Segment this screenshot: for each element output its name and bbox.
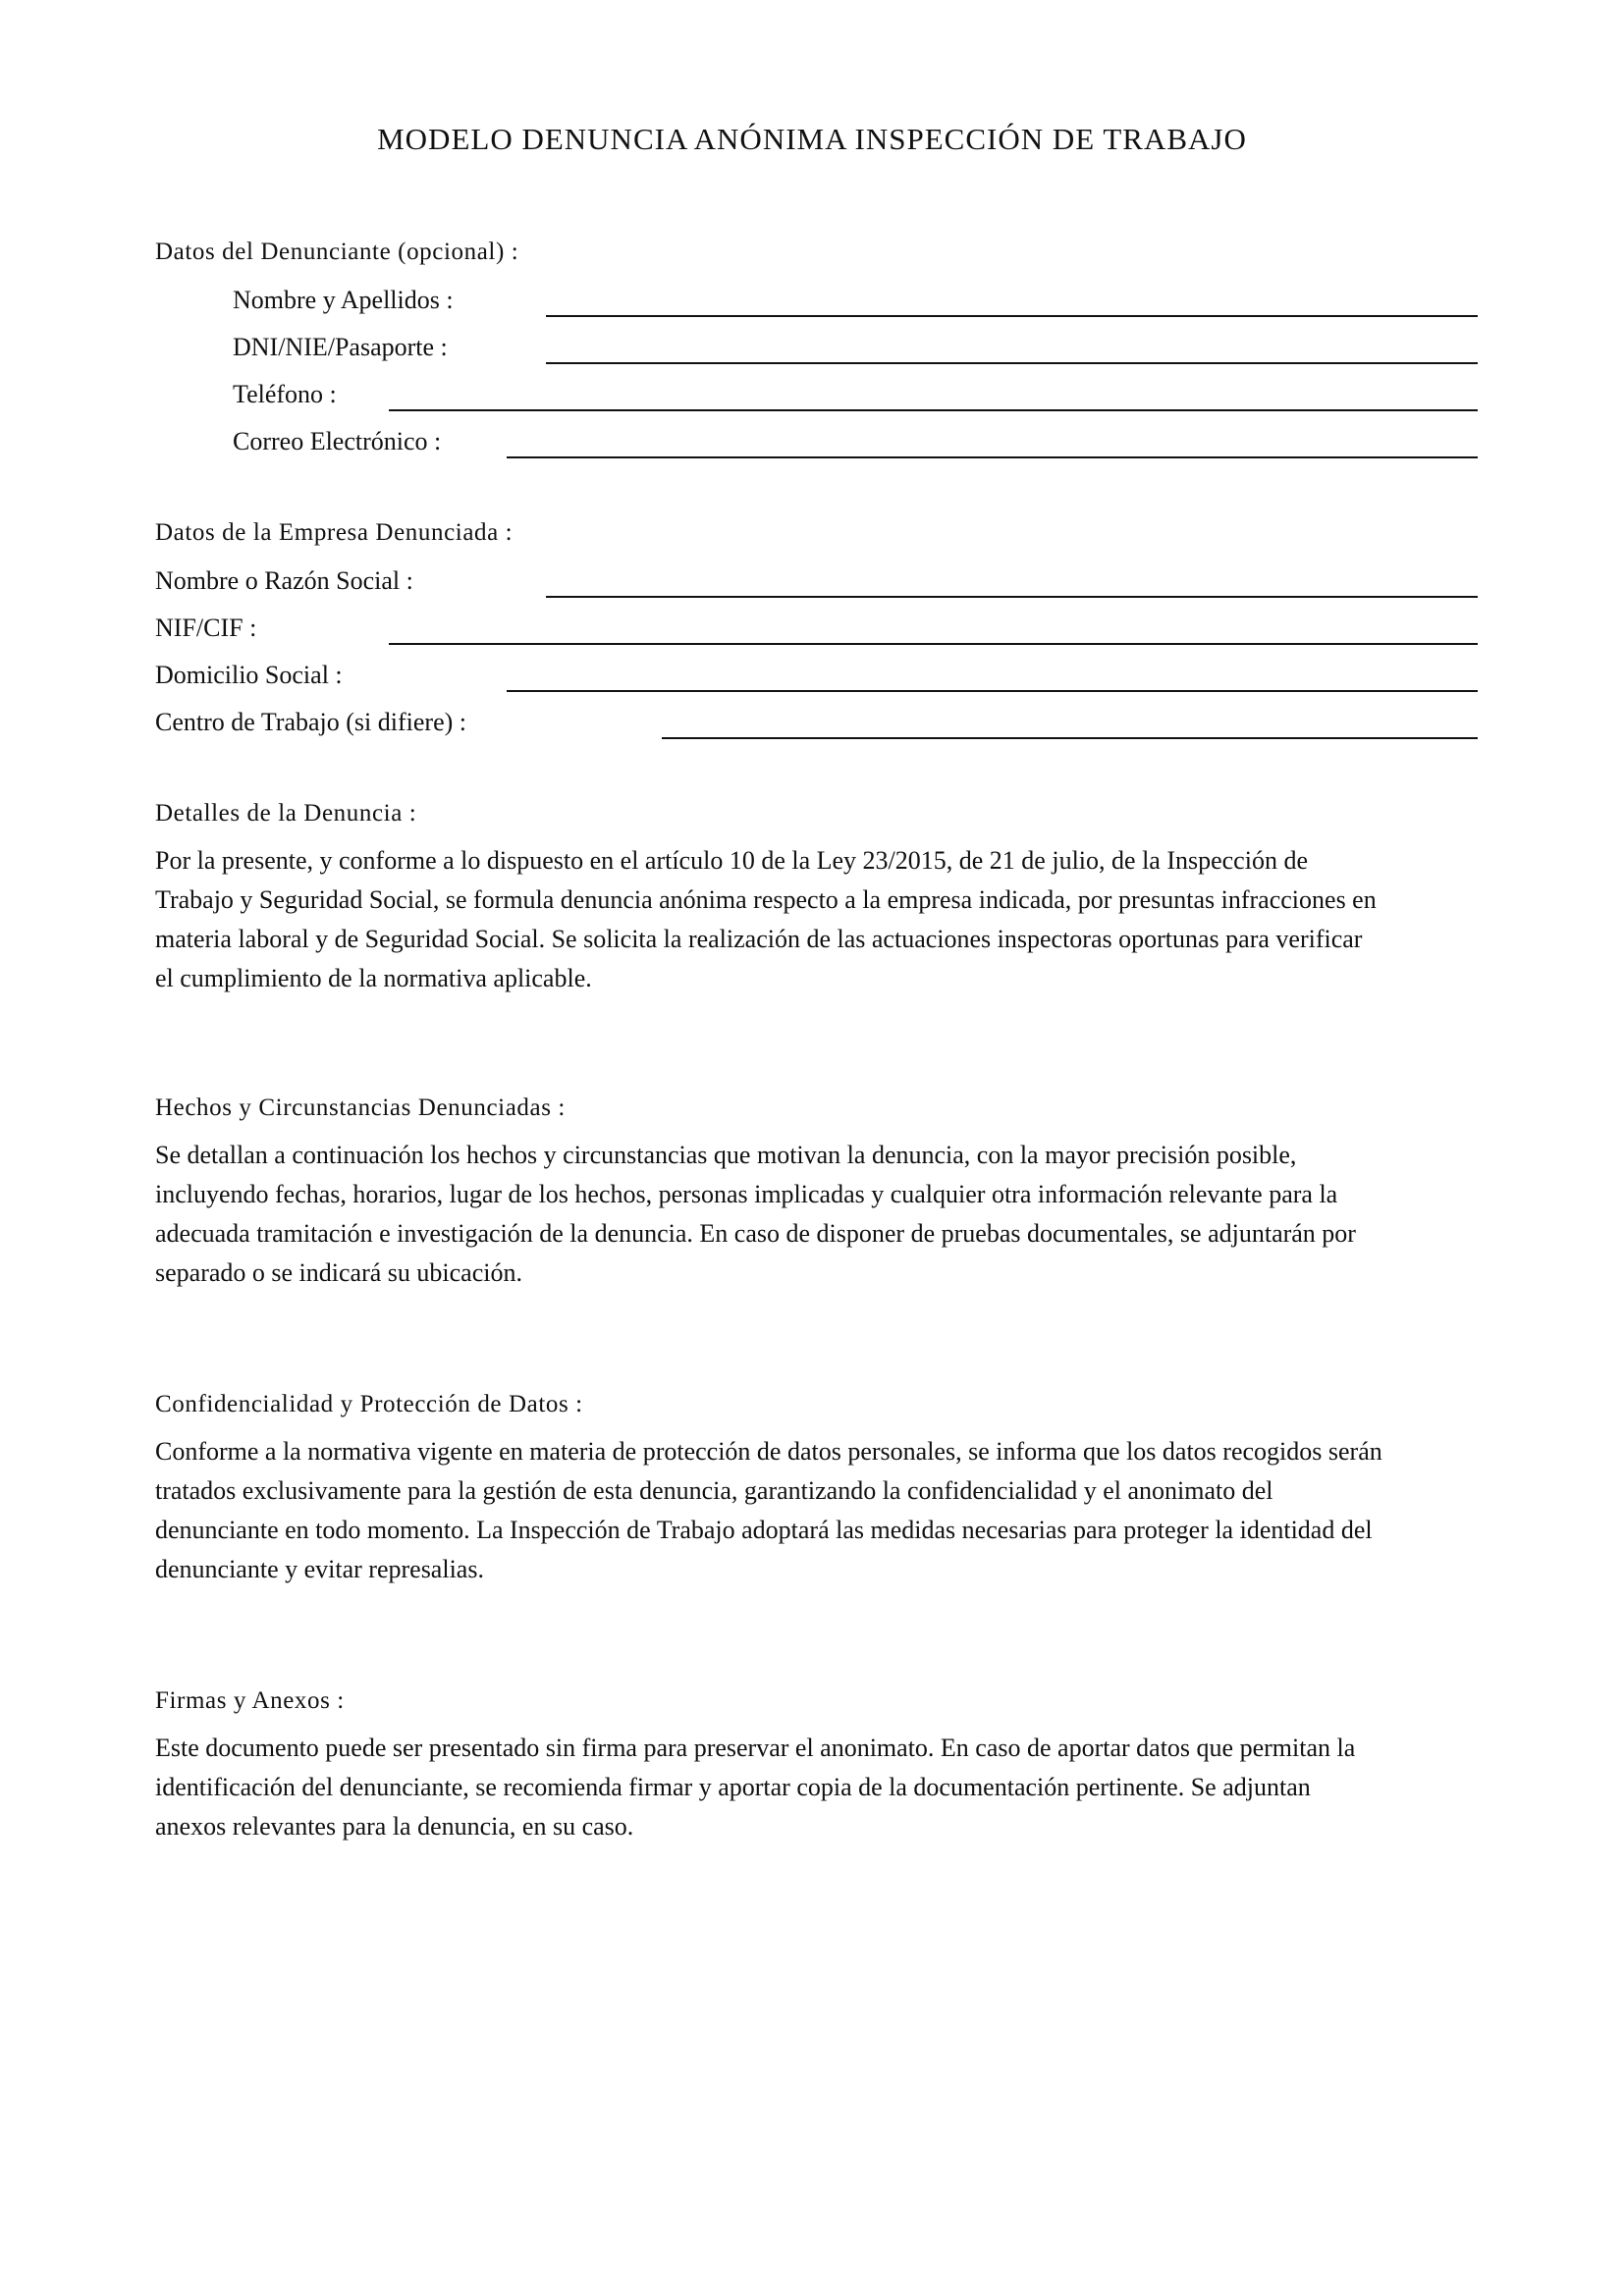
detalles-heading: Detalles de la Denuncia : bbox=[155, 800, 417, 827]
correo-electronico-blank[interactable] bbox=[507, 456, 1478, 458]
empresa-heading: Datos de la Empresa Denunciada : bbox=[155, 519, 514, 546]
empresa-centro-trabajo-field bbox=[0, 708, 1624, 743]
paragraph-line: materia laboral y de Seguridad Social. Se solicita la realización de las actuaciones inspectoras oportunas para verificar bbox=[155, 925, 1363, 953]
confidencialidad-paragraph bbox=[155, 1432, 1483, 1589]
paragraph-line: identificación del denunciante, se recomienda firmar y aportar copia de la documentación pertinente. Se adjuntan bbox=[155, 1773, 1311, 1801]
hechos-paragraph bbox=[155, 1136, 1483, 1293]
empresa-domicilio-field bbox=[0, 661, 1624, 696]
denunciante-nombre-field bbox=[0, 286, 1624, 321]
firmas-paragraph bbox=[155, 1729, 1483, 1846]
field-label: Correo Electrónico : bbox=[233, 427, 442, 455]
denunciante-heading: Datos del Denunciante (opcional) : bbox=[155, 239, 519, 265]
paragraph-line: Se detallan a continuación los hechos y circunstancias que motivan la denuncia, con la mayor precisión posible, bbox=[155, 1141, 1297, 1169]
confidencialidad-heading: Confidencialidad y Protección de Datos : bbox=[155, 1391, 583, 1417]
paragraph-line: denunciante y evitar represalias. bbox=[155, 1555, 484, 1583]
telefono-blank[interactable] bbox=[389, 409, 1478, 411]
empresa-razon-social-field bbox=[0, 566, 1624, 602]
paragraph-line: Trabajo y Seguridad Social, se formula denuncia anónima respecto a la empresa indicada, por presuntas infracciones en bbox=[155, 885, 1377, 914]
document-title: MODELO DENUNCIA ANÓNIMA INSPECCIÓN DE TRABAJO bbox=[377, 122, 1247, 156]
field-label: Nombre y Apellidos : bbox=[233, 286, 454, 314]
detalles-paragraph bbox=[155, 841, 1483, 998]
denunciante-correo-field bbox=[0, 427, 1624, 462]
field-label: Teléfono : bbox=[233, 380, 337, 408]
paragraph-line: separado o se indicará su ubicación. bbox=[155, 1258, 522, 1287]
field-label: Nombre o Razón Social : bbox=[155, 566, 413, 595]
paragraph-line: Conforme a la normativa vigente en materia de protección de datos personales, se informa que los datos recogidos serán bbox=[155, 1437, 1382, 1466]
paragraph-line: tratados exclusivamente para la gestión de esta denuncia, garantizando la confidencialidad y el anonimato del bbox=[155, 1476, 1273, 1505]
field-label: Domicilio Social : bbox=[155, 661, 343, 689]
paragraph-line: Este documento puede ser presentado sin firma para preservar el anonimato. En caso de aportar datos que permitan la bbox=[155, 1734, 1356, 1762]
denunciante-dni-field bbox=[0, 333, 1624, 368]
paragraph-line: Por la presente, y conforme a lo dispuesto en el artículo 10 de la Ley 23/2015, de 21 de julio, de la Inspección de bbox=[155, 846, 1308, 875]
nombre-apellidos-blank[interactable] bbox=[546, 315, 1478, 317]
field-label: DNI/NIE/Pasaporte : bbox=[233, 333, 448, 361]
razon-social-blank[interactable] bbox=[546, 596, 1478, 598]
paragraph-line: adecuada tramitación e investigación de la denuncia. En caso de disponer de pruebas documentales, se adjuntarán por bbox=[155, 1219, 1356, 1248]
empresa-nif-field bbox=[0, 614, 1624, 649]
paragraph-line: el cumplimiento de la normativa aplicable. bbox=[155, 964, 592, 992]
nif-cif-blank[interactable] bbox=[389, 643, 1478, 645]
denunciante-telefono-field bbox=[0, 380, 1624, 415]
field-label: Centro de Trabajo (si difiere) : bbox=[155, 708, 466, 736]
hechos-heading: Hechos y Circunstancias Denunciadas : bbox=[155, 1095, 566, 1121]
paragraph-line: incluyendo fechas, horarios, lugar de los hechos, personas implicadas y cualquier otra información relevante para la bbox=[155, 1180, 1338, 1208]
field-label: NIF/CIF : bbox=[155, 614, 257, 642]
paragraph-line: denunciante en todo momento. La Inspección de Trabajo adoptará las medidas necesarias para proteger la identidad del bbox=[155, 1516, 1373, 1544]
paragraph-line: anexos relevantes para la denuncia, en su caso. bbox=[155, 1812, 634, 1841]
firmas-heading: Firmas y Anexos : bbox=[155, 1687, 345, 1714]
domicilio-social-blank[interactable] bbox=[507, 690, 1478, 692]
centro-trabajo-blank[interactable] bbox=[662, 737, 1478, 739]
dni-nie-pasaporte-blank[interactable] bbox=[546, 362, 1478, 364]
